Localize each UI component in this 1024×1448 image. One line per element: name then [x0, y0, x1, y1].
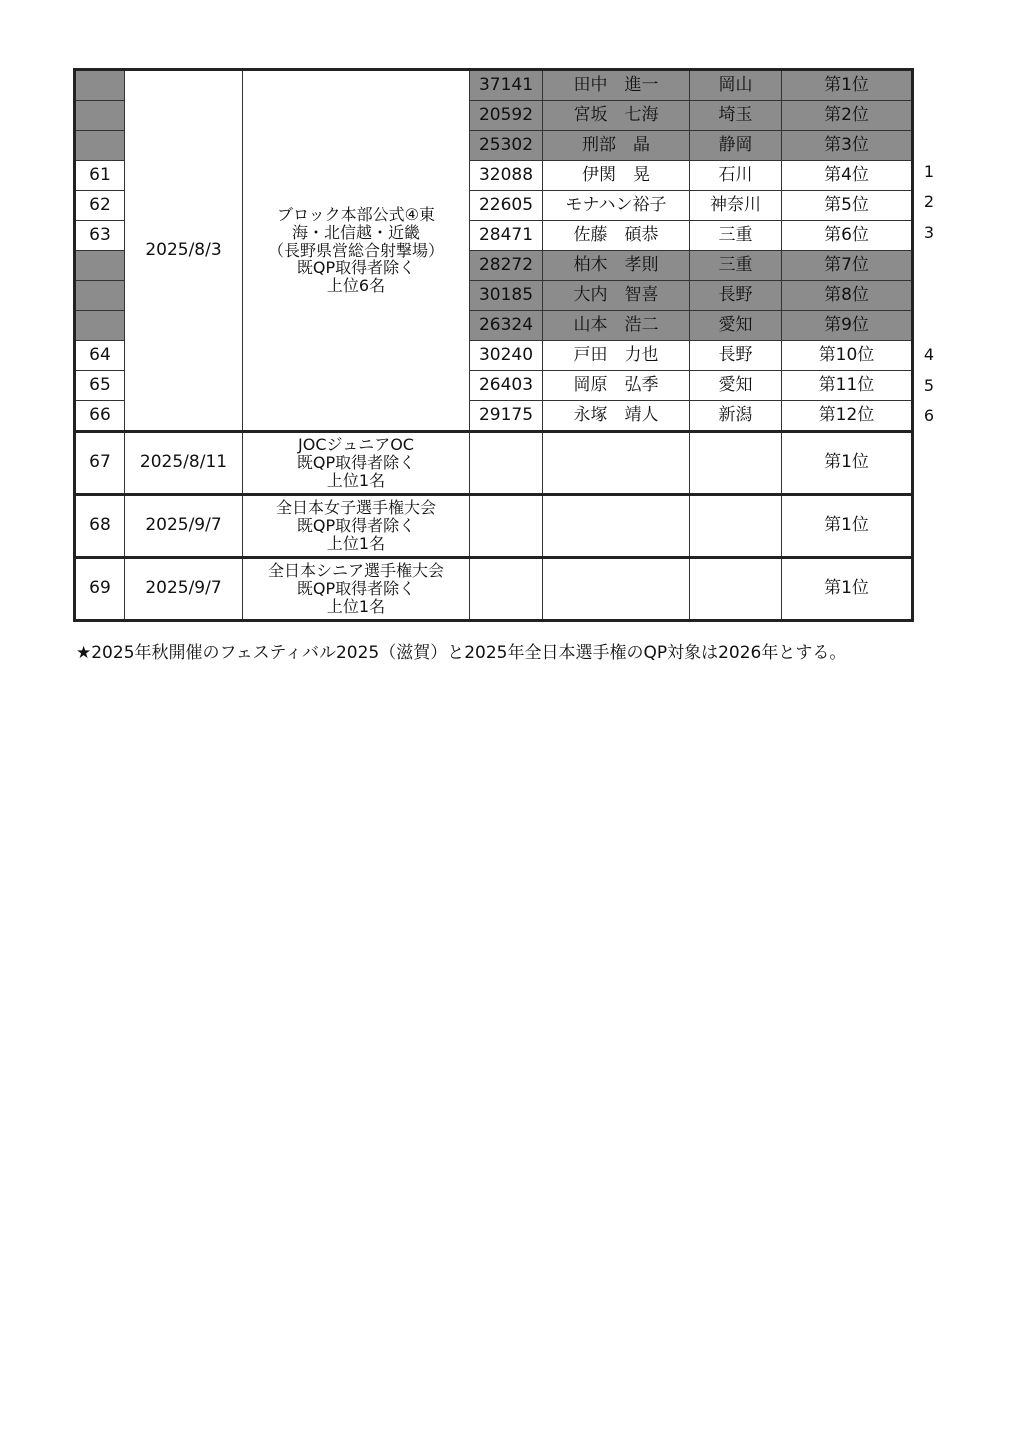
member-id: 25302 — [470, 131, 543, 161]
member-id: 28471 — [470, 221, 543, 251]
member-id — [470, 495, 543, 558]
rank: 第1位 — [782, 495, 913, 558]
rank: 第11位 — [782, 371, 913, 401]
prefecture: 神奈川 — [690, 191, 782, 221]
event-line: 海・北信越・近畿 — [291, 222, 420, 242]
side-count: 2 — [923, 192, 935, 211]
row-number: 69 — [75, 558, 125, 621]
prefecture: 岡山 — [690, 70, 782, 101]
event-line: （長野県営総合射撃場） — [267, 240, 444, 260]
athlete-name: 伊関 晃 — [543, 161, 690, 191]
member-id: 20592 — [470, 101, 543, 131]
prefecture: 三重 — [690, 221, 782, 251]
member-id — [470, 558, 543, 621]
member-id — [470, 432, 543, 495]
prefecture: 三重 — [690, 251, 782, 281]
row-number — [75, 70, 125, 101]
side-count: 3 — [923, 223, 935, 242]
rank: 第6位 — [782, 221, 913, 251]
event-line: 既QP取得者除く — [296, 516, 416, 536]
block-67 — [75, 432, 913, 495]
rank: 第4位 — [782, 161, 913, 191]
row-number: 64 — [75, 341, 125, 371]
table-row — [75, 70, 913, 101]
prefecture — [690, 495, 782, 558]
member-id: 28272 — [470, 251, 543, 281]
event-line: 上位6名 — [326, 276, 386, 296]
prefecture: 新潟 — [690, 401, 782, 432]
prefecture: 埼玉 — [690, 101, 782, 131]
member-id: 37141 — [470, 70, 543, 101]
event-date: 2025/9/7 — [125, 495, 243, 558]
event-description — [243, 495, 470, 558]
event-line: 上位1名 — [326, 470, 386, 490]
row-number — [75, 131, 125, 161]
table-row — [75, 432, 913, 495]
block-1 — [75, 70, 913, 432]
footnote: ★2025年秋開催のフェスティバル2025（滋賀）と2025年全日本選手権のQP対象は2026年とする。 — [76, 643, 847, 663]
event-line: 既QP取得者除く — [296, 453, 416, 473]
rank: 第5位 — [782, 191, 913, 221]
member-id: 26324 — [470, 311, 543, 341]
row-number — [75, 101, 125, 131]
event-description — [243, 432, 470, 495]
athlete-name: 永塚 靖人 — [543, 401, 690, 432]
rank: 第2位 — [782, 101, 913, 131]
side-count: 1 — [923, 162, 935, 181]
prefecture: 長野 — [690, 281, 782, 311]
event-date: 2025/8/11 — [125, 432, 243, 495]
rank: 第1位 — [782, 558, 913, 621]
member-id: 29175 — [470, 401, 543, 432]
rank: 第3位 — [782, 131, 913, 161]
athlete-name: 柏木 孝則 — [543, 251, 690, 281]
athlete-name — [543, 558, 690, 621]
row-number: 65 — [75, 371, 125, 401]
athlete-name: 刑部 晶 — [543, 131, 690, 161]
rank: 第9位 — [782, 311, 913, 341]
block-69 — [75, 558, 913, 621]
athlete-name: 山本 浩二 — [543, 311, 690, 341]
prefecture: 石川 — [690, 161, 782, 191]
event-line: JOCジュニアOC — [298, 435, 414, 455]
rank: 第12位 — [782, 401, 913, 432]
athlete-name: 田中 進一 — [543, 70, 690, 101]
event-line: 全日本女子選手権大会 — [275, 498, 436, 518]
athlete-name — [543, 432, 690, 495]
member-id: 22605 — [470, 191, 543, 221]
member-id: 32088 — [470, 161, 543, 191]
prefecture: 長野 — [690, 341, 782, 371]
row-number — [75, 311, 125, 341]
event-line: 全日本シニア選手権大会 — [267, 561, 444, 581]
event-line: 上位1名 — [326, 596, 386, 616]
athlete-name: モナハン裕子 — [543, 191, 690, 221]
row-number: 63 — [75, 221, 125, 251]
qualification-table — [73, 68, 914, 622]
block-68 — [75, 495, 913, 558]
athlete-name: 佐藤 碩恭 — [543, 221, 690, 251]
athlete-name: 戸田 力也 — [543, 341, 690, 371]
prefecture: 愛知 — [690, 311, 782, 341]
event-line: 既QP取得者除く — [296, 258, 416, 278]
prefecture — [690, 432, 782, 495]
member-id: 30185 — [470, 281, 543, 311]
side-count: 6 — [923, 406, 935, 425]
row-number: 68 — [75, 495, 125, 558]
event-line: 既QP取得者除く — [296, 579, 416, 599]
row-number — [75, 281, 125, 311]
prefecture: 愛知 — [690, 371, 782, 401]
event-line: 上位1名 — [326, 533, 386, 553]
event-description — [243, 70, 470, 432]
side-count: 4 — [923, 345, 935, 364]
rank: 第10位 — [782, 341, 913, 371]
row-number: 67 — [75, 432, 125, 495]
athlete-name: 岡原 弘季 — [543, 371, 690, 401]
row-number: 62 — [75, 191, 125, 221]
prefecture: 静岡 — [690, 131, 782, 161]
row-number — [75, 251, 125, 281]
member-id: 26403 — [470, 371, 543, 401]
event-line: ブロック本部公式④東 — [276, 204, 436, 224]
rank: 第1位 — [782, 432, 913, 495]
rank: 第8位 — [782, 281, 913, 311]
event-date: 2025/8/3 — [125, 70, 243, 432]
rank: 第7位 — [782, 251, 913, 281]
side-count: 5 — [923, 376, 935, 395]
athlete-name: 大内 智喜 — [543, 281, 690, 311]
table-row — [75, 558, 913, 621]
member-id: 30240 — [470, 341, 543, 371]
athlete-name — [543, 495, 690, 558]
table-row — [75, 495, 913, 558]
prefecture — [690, 558, 782, 621]
event-description — [243, 558, 470, 621]
event-date: 2025/9/7 — [125, 558, 243, 621]
row-number: 66 — [75, 401, 125, 432]
rank: 第1位 — [782, 70, 913, 101]
row-number: 61 — [75, 161, 125, 191]
athlete-name: 宮坂 七海 — [543, 101, 690, 131]
